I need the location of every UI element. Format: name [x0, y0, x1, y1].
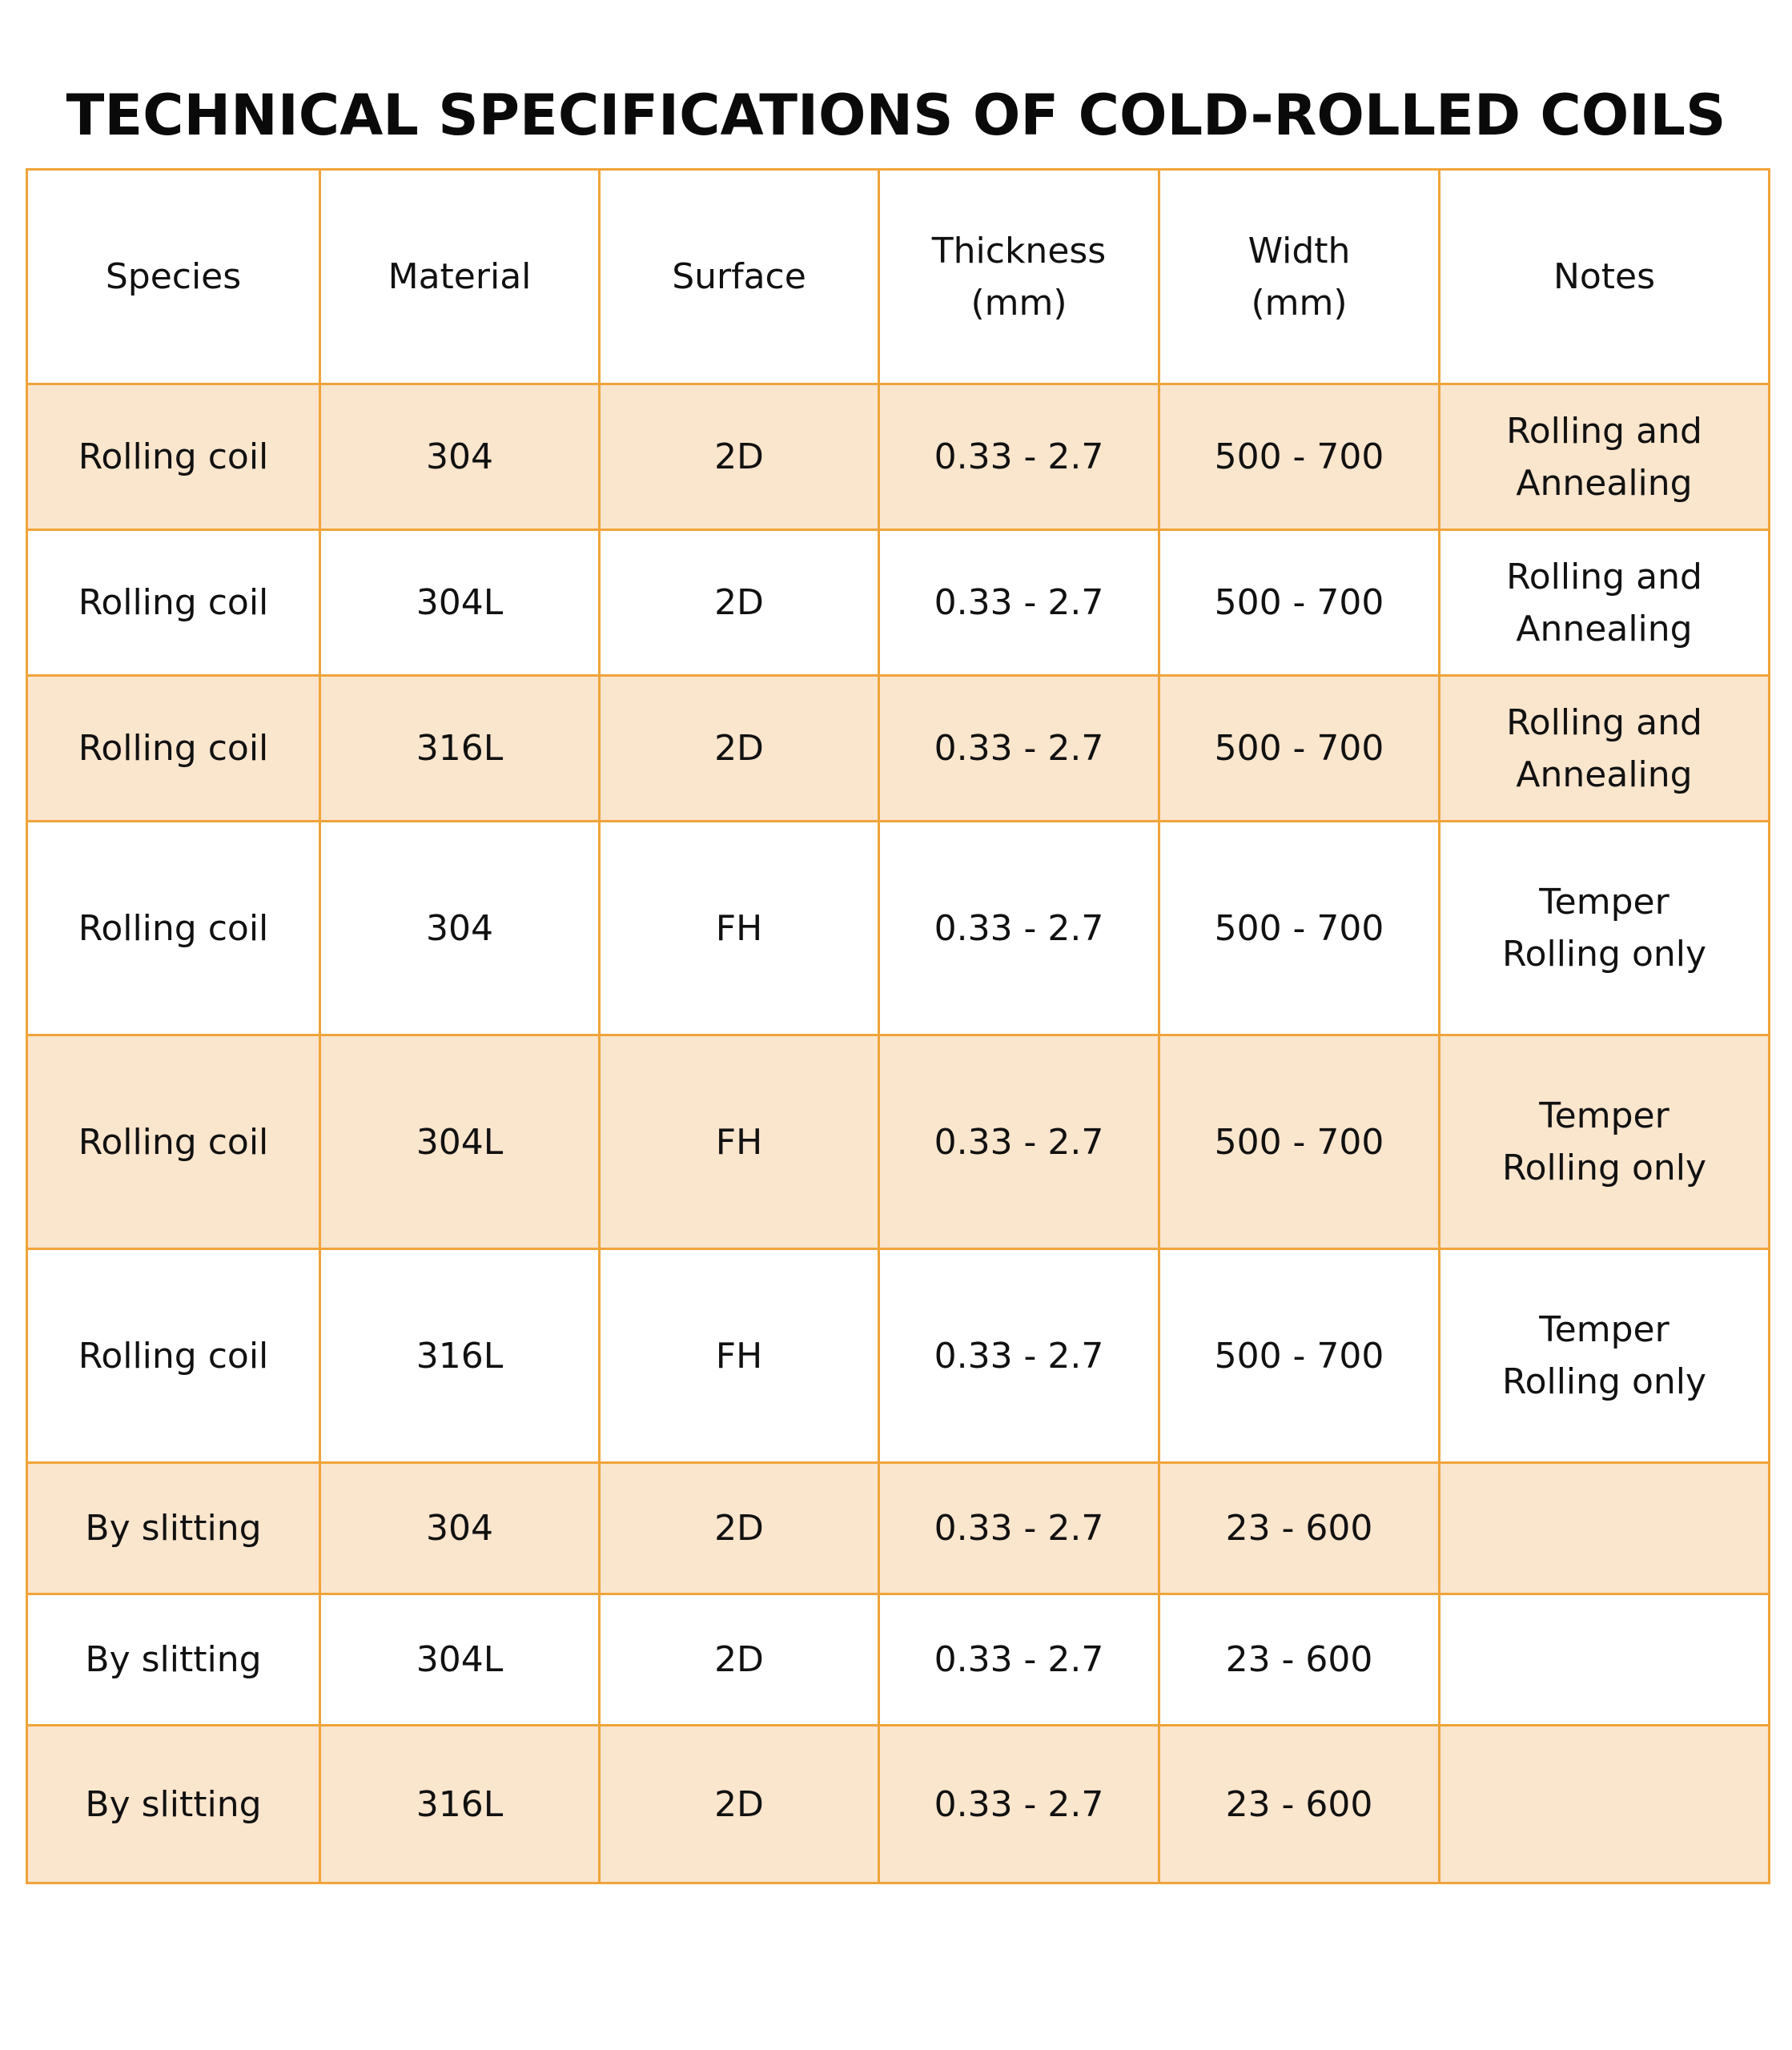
- cell-material: 316L: [320, 1249, 600, 1463]
- cell-species: By slitting: [27, 1463, 320, 1594]
- column-header-notes: Notes: [1440, 170, 1770, 384]
- cell-notes: Rolling and Annealing: [1440, 384, 1770, 530]
- table-row: [27, 530, 1770, 676]
- table-row: [27, 1594, 1770, 1726]
- cell-material: 316L: [320, 676, 600, 822]
- cell-species: By slitting: [27, 1726, 320, 1883]
- cell-width: 23 - 600: [1159, 1726, 1440, 1883]
- cell-notes: Temper Rolling only: [1440, 1249, 1770, 1463]
- cell-notes: Temper Rolling only: [1440, 822, 1770, 1035]
- cell-width: 500 - 700: [1159, 1035, 1440, 1249]
- cell-width: 500 - 700: [1159, 1249, 1440, 1463]
- cell-width: 23 - 600: [1159, 1463, 1440, 1594]
- cell-thickness: 0.33 - 2.7: [879, 822, 1159, 1035]
- cell-species: Rolling coil: [27, 1249, 320, 1463]
- table-row: [27, 822, 1770, 1035]
- cell-surface: 2D: [600, 1726, 879, 1883]
- cell-surface: 2D: [600, 384, 879, 530]
- cell-species: Rolling coil: [27, 530, 320, 676]
- cell-surface: 2D: [600, 1463, 879, 1594]
- cell-surface: FH: [600, 1249, 879, 1463]
- cell-thickness: 0.33 - 2.7: [879, 1463, 1159, 1594]
- cell-notes: Rolling and Annealing: [1440, 676, 1770, 822]
- cell-notes: Temper Rolling only: [1440, 1035, 1770, 1249]
- cell-species: Rolling coil: [27, 384, 320, 530]
- cell-material: 304: [320, 822, 600, 1035]
- cell-material: 304L: [320, 1035, 600, 1249]
- column-header-surface: Surface: [600, 170, 879, 384]
- cell-width: 500 - 700: [1159, 676, 1440, 822]
- specifications-table: [26, 168, 1770, 1884]
- cell-species: Rolling coil: [27, 1035, 320, 1249]
- table-row: [27, 676, 1770, 822]
- cell-surface: FH: [600, 822, 879, 1035]
- cell-width: 500 - 700: [1159, 384, 1440, 530]
- cell-width: 500 - 700: [1159, 822, 1440, 1035]
- table-row: [27, 1463, 1770, 1594]
- table-row: [27, 1249, 1770, 1463]
- cell-width: 500 - 700: [1159, 530, 1440, 676]
- cell-surface: 2D: [600, 676, 879, 822]
- cell-thickness: 0.33 - 2.7: [879, 1594, 1159, 1726]
- table-row: [27, 384, 1770, 530]
- column-header-thickness: Thickness (mm): [879, 170, 1159, 384]
- cell-thickness: 0.33 - 2.7: [879, 1035, 1159, 1249]
- cell-surface: FH: [600, 1035, 879, 1249]
- column-header-width: Width (mm): [1159, 170, 1440, 384]
- cell-notes: [1440, 1726, 1770, 1883]
- cell-thickness: 0.33 - 2.7: [879, 1249, 1159, 1463]
- cell-material: 304: [320, 384, 600, 530]
- table-row: [27, 1035, 1770, 1249]
- cell-species: By slitting: [27, 1594, 320, 1726]
- table-header-row: [27, 170, 1770, 384]
- cell-species: Rolling coil: [27, 822, 320, 1035]
- cell-material: 316L: [320, 1726, 600, 1883]
- cell-notes: Rolling and Annealing: [1440, 530, 1770, 676]
- cell-thickness: 0.33 - 2.7: [879, 530, 1159, 676]
- cell-width: 23 - 600: [1159, 1594, 1440, 1726]
- cell-material: 304: [320, 1463, 600, 1594]
- cell-notes: [1440, 1463, 1770, 1594]
- cell-material: 304L: [320, 1594, 600, 1726]
- page-title: TECHNICAL SPECIFICATIONS OF COLD-ROLLED COILS: [66, 82, 1726, 148]
- cell-surface: 2D: [600, 1594, 879, 1726]
- cell-notes: [1440, 1594, 1770, 1726]
- column-header-species: Species: [27, 170, 320, 384]
- cell-thickness: 0.33 - 2.7: [879, 1726, 1159, 1883]
- cell-material: 304L: [320, 530, 600, 676]
- cell-thickness: 0.33 - 2.7: [879, 384, 1159, 530]
- cell-species: Rolling coil: [27, 676, 320, 822]
- cell-thickness: 0.33 - 2.7: [879, 676, 1159, 822]
- table-row: [27, 1726, 1770, 1883]
- cell-surface: 2D: [600, 530, 879, 676]
- column-header-material: Material: [320, 170, 600, 384]
